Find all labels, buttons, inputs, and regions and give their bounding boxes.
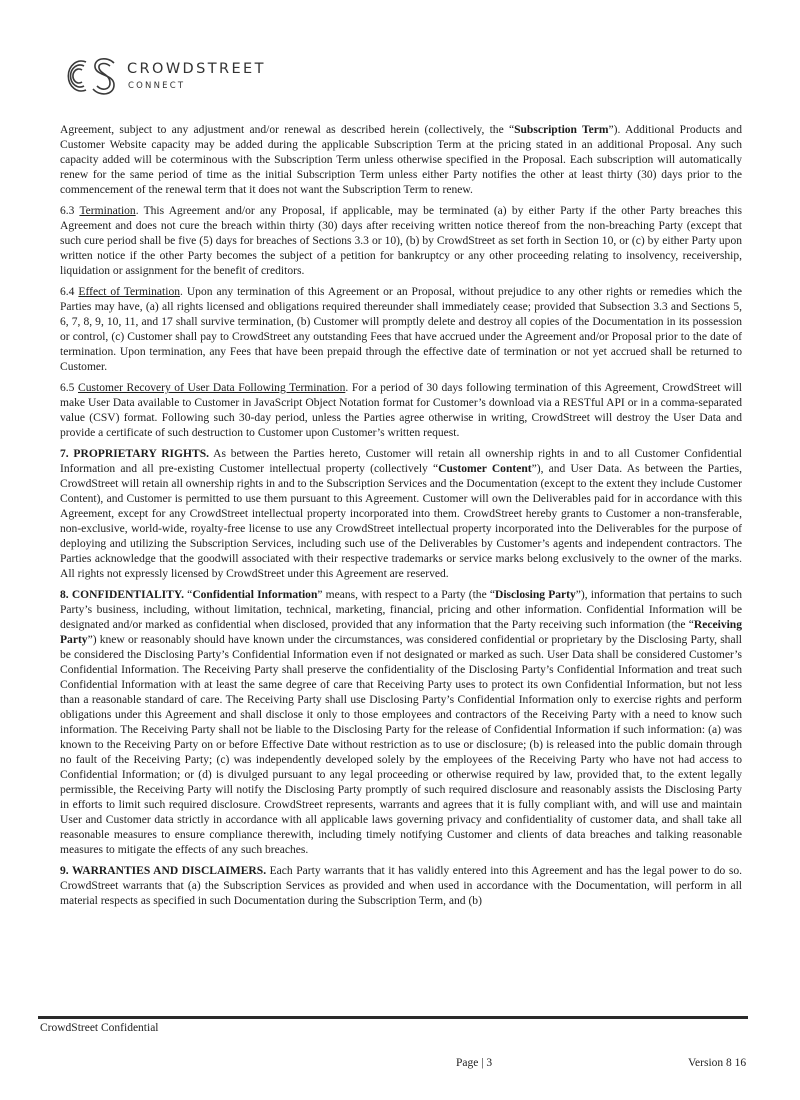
section-heading: Effect of Termination: [78, 286, 180, 298]
footer-divider: [38, 1016, 748, 1019]
product-name: CONNECT: [128, 81, 186, 91]
section-title: 8. CONFIDENTIALITY.: [60, 589, 185, 601]
section-7: 7. PROPRIETARY RIGHTS. As between the Parties hereto, Customer will retain all ownership rights in and to all Customer Confidential Information and all pre-existing Customer intellectual property (collectively “Customer Content”), and User Data. As between the Parties, CrowdStreet will retain all ownership rights in and to the Subscription Services and the Documentation (except to the extent they include Customer Content), and Customer is permitted to use them pursuant to this Agreement. Customer will own the Deliverables paid for in accordance with this Agreement, except for any CrowdStreet intellectual property incorporated into them. CrowdStreet hereby grants to Customer a non-transferable, non-exclusive, world-wide, royalty-free license to use any CrowdStreet intellectual property incorporated into the Deliverables for the purpose of deploying and utilizing the Subscription Services, including such use of the Deliverables by Customer’s agents and independent contractors. The Parties acknowledge that the goodwill associated with their respective trademarks or service marks belong exclusively to the owner of the marks. All rights not expressly licensed by CrowdStreet under this Agreement are reserved.: [60, 448, 742, 580]
footer-confidential: CrowdStreet Confidential: [40, 1022, 159, 1034]
version-label: Version 8 16: [688, 1057, 747, 1069]
section-title: 7. PROPRIETARY RIGHTS.: [60, 448, 209, 460]
section-6-5: 6.5 Customer Recovery of User Data Following Termination. For a period of 30 days following termination of this Agreement, CrowdStreet will make User Data available to Customer in JavaScript Object Notation format for Customer’s download via a RESTful API or in a comma-separated value (CSV) format. Following such 30-day period, unless the Parties agree otherwise in writing, CrowdStreet will destroy the User Data and provide a certificate of such destruction to Customer upon Customer’s written request.: [60, 382, 742, 439]
crowdstreet-logo-icon: [60, 52, 120, 100]
document-body: [60, 123, 742, 915]
section-heading: Termination: [79, 205, 136, 217]
section-9: 9. WARRANTIES AND DISCLAIMERS. Each Party warrants that it has validly entered into this Agreement and has the legal power to do so. CrowdStreet warrants that (a) the Subscription Services as provided and when used in accordance with the Documentation, will perform in all material respects as specified in such Documentation during the Subscription Term, and (b): [60, 865, 742, 907]
section-title: 9. WARRANTIES AND DISCLAIMERS.: [60, 865, 267, 877]
section-6-4: 6.4 Effect of Termination. Upon any termination of this Agreement or an Proposal, without prejudice to any other rights or remedies which the Parties may have, (a) all rights licensed and obligations required thereunder shall immediately cease; provided that Subsection 3.3 and Sections 5, 6, 7, 8, 9, 10, 11, and 17 shall survive termination, (b) Customer will promptly delete and destroy all copies of the Documentation in its possession or control, (c) Customer shall pay to CrowdStreet any outstanding Fees that have accrued under the Agreement and/or Proposal prior to the date of termination. Upon termination, any Fees that have been prepaid through the effective date of termination or not yet accrued shall be returned to Customer.: [60, 286, 742, 373]
section-heading: Customer Recovery of User Data Following Termination: [78, 382, 346, 394]
company-name: CROWDSTREET: [127, 61, 266, 77]
page-header: [60, 52, 360, 104]
page-number: Page | 3: [456, 1057, 493, 1069]
paragraph-subscription-term: Agreement, subject to any adjustment and/or renewal as described herein (collectively, the “Subscription Term”). Additional Products and Customer Website capacity may be added during the applicable Subscription Term at the pricing stated in an additional Proposal. Any such capacity added will be coterminous with the Subscription Term unless otherwise specified in the Proposal. Each subscription will automatically renew for the same period of time as the initial Subscription Term unless either Party notifies the other at least thirty (30) days prior to the commencement of the renewal term that it does not want the Subscription Term to renew.: [60, 124, 743, 196]
section-8: 8. CONFIDENTIALITY. “Confidential Information” means, with respect to a Party (the “Disclosing Party”), information that pertains to such Party’s business, including, without limitation, technical, marketing, financial, pricing and other information. Confidential Information will be designated and/or marked as confidential when disclosed, provided that any information that the Party receiving such information (the “Receiving Party”) knew or reasonably should have known under the circumstances, was considered confidential or proprietary by the Disclosing Party, shall be considered the Disclosing Party’s Confidential Information even if not designated or marked as such. User Data shall be considered Customer’s Confidential Information. The Receiving Party shall preserve the confidentiality of the Disclosing Party’s Confidential Information and treat such Confidential Information with at least the same degree of care that Receiving Party uses to protect its own Confidential Information, but not less than a reasonable standard of care. The Receiving Party shall use Disclosing Party’s Confidential Information only to exercise rights and perform obligations under this Agreement and shall disclose it only to those employees and contractors of the Receiving Party with a need to know such information. The Receiving Party shall not be liable to the Disclosing Party for the release of Confidential Information if such information: (a) was known to the Receiving Party on or before Effective Date without restriction as to use or disclosure; (b) is released into the public domain through no fault of the Receiving Party; (c) was independently developed solely by the employees of the Receiving Party who have not had access to Confidential Information; or (d) is divulged pursuant to any legal proceeding or otherwise required by law, provided that, to the extent legally permissible, the Receiving Party will notify the Disclosing Party promptly of such required disclosure and reasonably assists the Disclosing Party in efforts to limit such required disclosure. CrowdStreet represents, warrants and agrees that it is fully compliant with, and will use and maintain User and Customer data strictly in accordance with all applicable laws governing privacy and confidentiality of customer data, and shall take all reasonable measures to ensure compliance therewith, including timely notifying Customer and clients of data breaches and talking reasonable measures to mitigate the effects of any such breaches.: [60, 589, 742, 856]
section-6-3: 6.3 Termination. This Agreement and/or any Proposal, if applicable, may be terminated (a) by either Party if the other Party breaches this Agreement and does not cure the breach within thirty (30) days after receiving written notice thereof from the non-breaching Party (except that such cure period shall be five (5) days for breaches of Sections 3.3 or 10), (b) by CrowdStreet as set forth in Section 10, or (c) by either Party upon written notice if the other Party becomes the subject of a petition for bankruptcy or any other proceeding relating to insolvency, receivership, liquidation or assignment for the benefit of creditors.: [60, 205, 742, 277]
